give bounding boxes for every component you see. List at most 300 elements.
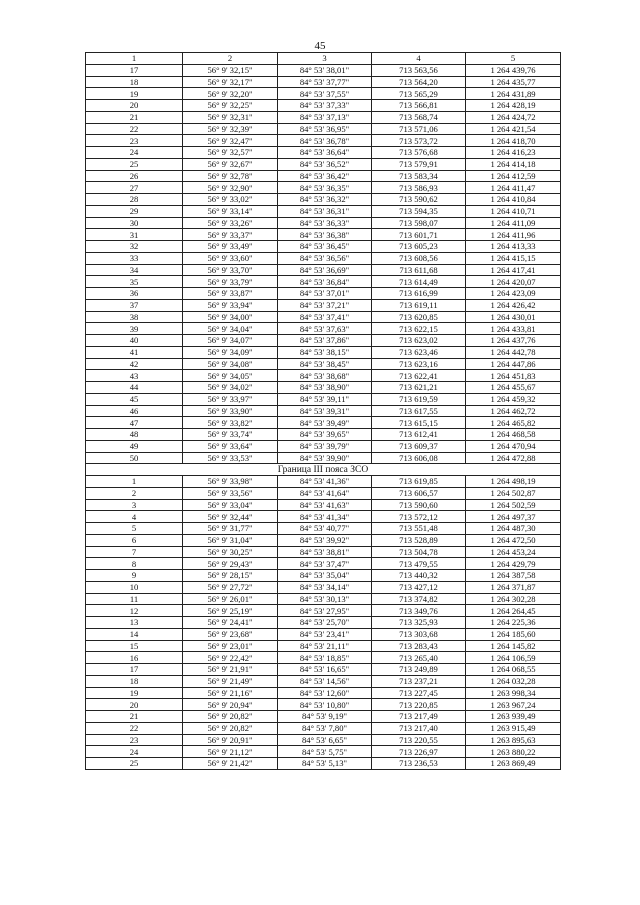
longitude-cell: 84° 53' 6,65" <box>278 734 372 746</box>
point-number-cell: 14 <box>86 628 183 640</box>
point-number-cell: 4 <box>86 511 183 523</box>
longitude-cell: 84° 53' 25,70" <box>278 617 372 629</box>
coord-x-cell: 713 606,08 <box>372 452 466 464</box>
coord-x-cell: 713 303,68 <box>372 628 466 640</box>
latitude-cell: 56° 9' 25,19" <box>183 605 278 617</box>
coord-x-cell: 713 623,46 <box>372 346 466 358</box>
point-number-cell: 25 <box>86 758 183 770</box>
point-number-cell: 1 <box>86 476 183 488</box>
coord-y-cell: 1 263 939,49 <box>466 711 561 723</box>
longitude-cell: 84° 53' 37,63" <box>278 323 372 335</box>
latitude-cell: 56° 9' 32,90" <box>183 182 278 194</box>
coord-y-cell: 1 264 487,30 <box>466 523 561 535</box>
point-number-cell: 8 <box>86 558 183 570</box>
coord-y-cell: 1 264 470,94 <box>466 440 561 452</box>
latitude-cell: 56° 9' 21,16" <box>183 687 278 699</box>
point-number-cell: 20 <box>86 100 183 112</box>
point-number-cell: 48 <box>86 429 183 441</box>
section-title: Граница III пояса ЗСО <box>86 464 561 476</box>
longitude-cell: 84° 53' 7,80" <box>278 722 372 734</box>
latitude-cell: 56° 9' 33,04" <box>183 499 278 511</box>
latitude-cell: 56° 9' 34,04" <box>183 323 278 335</box>
table-row <box>86 546 561 558</box>
table-row <box>86 523 561 535</box>
longitude-cell: 84° 53' 39,49" <box>278 417 372 429</box>
longitude-cell: 84° 53' 37,86" <box>278 335 372 347</box>
coord-y-cell: 1 264 421,54 <box>466 123 561 135</box>
longitude-cell: 84° 53' 41,36" <box>278 476 372 488</box>
table-row <box>86 370 561 382</box>
latitude-cell: 56° 9' 20,94" <box>183 699 278 711</box>
latitude-cell: 56° 9' 33,94" <box>183 299 278 311</box>
latitude-cell: 56° 9' 34,00" <box>183 311 278 323</box>
latitude-cell: 56° 9' 33,53" <box>183 452 278 464</box>
latitude-cell: 56° 9' 34,08" <box>183 358 278 370</box>
latitude-cell: 56° 9' 33,82" <box>183 417 278 429</box>
table-row <box>86 534 561 546</box>
longitude-cell: 84° 53' 21,11" <box>278 640 372 652</box>
longitude-cell: 84° 53' 36,64" <box>278 147 372 159</box>
coord-y-cell: 1 264 428,19 <box>466 100 561 112</box>
latitude-cell: 56° 9' 33,49" <box>183 241 278 253</box>
coord-y-cell: 1 264 437,76 <box>466 335 561 347</box>
latitude-cell: 56° 9' 33,79" <box>183 276 278 288</box>
longitude-cell: 84° 53' 36,33" <box>278 217 372 229</box>
coord-x-cell: 713 611,68 <box>372 264 466 276</box>
coord-x-cell: 713 623,16 <box>372 358 466 370</box>
longitude-cell: 84° 53' 39,92" <box>278 534 372 546</box>
table-row <box>86 722 561 734</box>
point-number-cell: 13 <box>86 617 183 629</box>
coordinates-table-body <box>86 53 561 770</box>
latitude-cell: 56° 9' 24,41" <box>183 617 278 629</box>
coord-x-cell: 713 563,56 <box>372 64 466 76</box>
table-row <box>86 252 561 264</box>
table-row <box>86 205 561 217</box>
coord-y-cell: 1 264 420,07 <box>466 276 561 288</box>
table-row <box>86 346 561 358</box>
point-number-cell: 19 <box>86 687 183 699</box>
latitude-cell: 56° 9' 33,60" <box>183 252 278 264</box>
coord-x-cell: 713 217,40 <box>372 722 466 734</box>
coord-x-cell: 713 568,74 <box>372 111 466 123</box>
coord-y-cell: 1 263 998,34 <box>466 687 561 699</box>
latitude-cell: 56° 9' 33,56" <box>183 487 278 499</box>
point-number-cell: 27 <box>86 182 183 194</box>
coord-y-cell: 1 264 453,24 <box>466 546 561 558</box>
longitude-cell: 84° 53' 40,77" <box>278 523 372 535</box>
coord-y-cell: 1 264 387,58 <box>466 570 561 582</box>
table-row <box>86 264 561 276</box>
coord-x-cell: 713 571,06 <box>372 123 466 135</box>
latitude-cell: 56° 9' 33,26" <box>183 217 278 229</box>
longitude-cell: 84° 53' 39,65" <box>278 429 372 441</box>
latitude-cell: 56° 9' 28,15" <box>183 570 278 582</box>
coord-x-cell: 713 598,07 <box>372 217 466 229</box>
table-row <box>86 593 561 605</box>
coord-x-cell: 713 576,68 <box>372 147 466 159</box>
coord-y-cell: 1 264 429,79 <box>466 558 561 570</box>
longitude-cell: 84° 53' 37,13" <box>278 111 372 123</box>
table-row <box>86 734 561 746</box>
longitude-cell: 84° 53' 36,45" <box>278 241 372 253</box>
coord-y-cell: 1 264 424,72 <box>466 111 561 123</box>
point-number-cell: 22 <box>86 722 183 734</box>
table-row <box>86 382 561 394</box>
longitude-cell: 84° 53' 14,56" <box>278 675 372 687</box>
coord-x-cell: 713 528,89 <box>372 534 466 546</box>
table-row <box>86 405 561 417</box>
longitude-cell: 84° 53' 39,31" <box>278 405 372 417</box>
point-number-cell: 18 <box>86 675 183 687</box>
point-number-cell: 18 <box>86 76 183 88</box>
coord-x-cell: 713 615,15 <box>372 417 466 429</box>
latitude-cell: 56° 9' 23,01" <box>183 640 278 652</box>
latitude-cell: 56° 9' 27,72" <box>183 581 278 593</box>
latitude-cell: 56° 9' 20,91" <box>183 734 278 746</box>
coord-x-cell: 713 590,60 <box>372 499 466 511</box>
coord-y-cell: 1 264 417,41 <box>466 264 561 276</box>
coord-x-cell: 713 622,41 <box>372 370 466 382</box>
latitude-cell: 56° 9' 31,77" <box>183 523 278 535</box>
point-number-cell: 28 <box>86 194 183 206</box>
coord-y-cell: 1 264 106,59 <box>466 652 561 664</box>
coord-y-cell: 1 264 462,72 <box>466 405 561 417</box>
latitude-cell: 56° 9' 32,15" <box>183 64 278 76</box>
coord-y-cell: 1 264 415,15 <box>466 252 561 264</box>
coord-y-cell: 1 264 431,89 <box>466 88 561 100</box>
table-row <box>86 358 561 370</box>
coordinates-table <box>85 52 561 770</box>
table-row <box>86 628 561 640</box>
point-number-cell: 32 <box>86 241 183 253</box>
table-row <box>86 135 561 147</box>
point-number-cell: 21 <box>86 711 183 723</box>
coord-y-cell: 1 264 455,67 <box>466 382 561 394</box>
coord-y-cell: 1 263 895,63 <box>466 734 561 746</box>
coord-x-cell: 713 609,37 <box>372 440 466 452</box>
coord-x-cell: 713 619,85 <box>372 476 466 488</box>
coord-y-cell: 1 264 032,28 <box>466 675 561 687</box>
latitude-cell: 56° 9' 32,47" <box>183 135 278 147</box>
longitude-cell: 84° 53' 41,63" <box>278 499 372 511</box>
coord-x-cell: 713 349,76 <box>372 605 466 617</box>
longitude-cell: 84° 53' 16,65" <box>278 664 372 676</box>
longitude-cell: 84° 53' 39,11" <box>278 393 372 405</box>
point-number-cell: 10 <box>86 581 183 593</box>
coord-y-cell: 1 264 433,81 <box>466 323 561 335</box>
table-row <box>86 711 561 723</box>
point-number-cell: 31 <box>86 229 183 241</box>
coord-y-cell: 1 263 967,24 <box>466 699 561 711</box>
latitude-cell: 56° 9' 32,31" <box>183 111 278 123</box>
coord-x-cell: 713 620,85 <box>372 311 466 323</box>
table-header-row <box>86 53 561 65</box>
coord-x-cell: 713 573,72 <box>372 135 466 147</box>
point-number-cell: 29 <box>86 205 183 217</box>
table-row <box>86 100 561 112</box>
table-row <box>86 194 561 206</box>
coord-y-cell: 1 264 411,96 <box>466 229 561 241</box>
latitude-cell: 56° 9' 20,82" <box>183 711 278 723</box>
table-row <box>86 393 561 405</box>
latitude-cell: 56° 9' 33,02" <box>183 194 278 206</box>
coord-y-cell: 1 264 416,23 <box>466 147 561 159</box>
longitude-cell: 84° 53' 41,34" <box>278 511 372 523</box>
page-number: 45 <box>314 40 326 52</box>
table-row <box>86 88 561 100</box>
coord-y-cell: 1 264 439,76 <box>466 64 561 76</box>
longitude-cell: 84° 53' 38,81" <box>278 546 372 558</box>
coord-y-cell: 1 264 264,45 <box>466 605 561 617</box>
point-number-cell: 42 <box>86 358 183 370</box>
point-number-cell: 22 <box>86 123 183 135</box>
table-row <box>86 499 561 511</box>
point-number-cell: 39 <box>86 323 183 335</box>
latitude-cell: 56° 9' 33,97" <box>183 393 278 405</box>
longitude-cell: 84° 53' 39,90" <box>278 452 372 464</box>
coord-x-cell: 713 605,23 <box>372 241 466 253</box>
latitude-cell: 56° 9' 32,78" <box>183 170 278 182</box>
point-number-cell: 17 <box>86 664 183 676</box>
coord-y-cell: 1 263 915,49 <box>466 722 561 734</box>
latitude-cell: 56° 9' 33,14" <box>183 205 278 217</box>
coord-x-cell: 713 622,15 <box>372 323 466 335</box>
coord-x-cell: 713 479,55 <box>372 558 466 570</box>
coord-x-cell: 713 564,20 <box>372 76 466 88</box>
point-number-cell: 17 <box>86 64 183 76</box>
point-number-cell: 24 <box>86 746 183 758</box>
coord-y-cell: 1 264 472,88 <box>466 452 561 464</box>
coord-y-cell: 1 264 502,87 <box>466 487 561 499</box>
point-number-cell: 26 <box>86 170 183 182</box>
longitude-cell: 84° 53' 37,21" <box>278 299 372 311</box>
latitude-cell: 56° 9' 33,90" <box>183 405 278 417</box>
coord-y-cell: 1 264 414,18 <box>466 158 561 170</box>
coord-x-cell: 713 283,43 <box>372 640 466 652</box>
longitude-cell: 84° 53' 36,31" <box>278 205 372 217</box>
coord-x-cell: 713 265,40 <box>372 652 466 664</box>
coord-y-cell: 1 264 185,60 <box>466 628 561 640</box>
latitude-cell: 56° 9' 32,44" <box>183 511 278 523</box>
longitude-cell: 84° 53' 37,01" <box>278 288 372 300</box>
table-row <box>86 558 561 570</box>
coord-x-cell: 713 586,93 <box>372 182 466 194</box>
longitude-cell: 84° 53' 38,68" <box>278 370 372 382</box>
point-number-cell: 24 <box>86 147 183 159</box>
table-row <box>86 229 561 241</box>
coord-y-cell: 1 264 435,77 <box>466 76 561 88</box>
latitude-cell: 56° 9' 21,49" <box>183 675 278 687</box>
table-row <box>86 417 561 429</box>
longitude-cell: 84° 53' 38,15" <box>278 346 372 358</box>
coord-y-cell: 1 264 423,09 <box>466 288 561 300</box>
coord-y-cell: 1 264 430,01 <box>466 311 561 323</box>
coord-y-cell: 1 264 371,87 <box>466 581 561 593</box>
latitude-cell: 56° 9' 32,39" <box>183 123 278 135</box>
latitude-cell: 56° 9' 30,25" <box>183 546 278 558</box>
point-number-cell: 38 <box>86 311 183 323</box>
table-row <box>86 476 561 488</box>
latitude-cell: 56° 9' 33,37" <box>183 229 278 241</box>
latitude-cell: 56° 9' 33,87" <box>183 288 278 300</box>
column-header-4: 4 <box>372 53 466 65</box>
coord-y-cell: 1 264 411,47 <box>466 182 561 194</box>
coord-y-cell: 1 264 145,82 <box>466 640 561 652</box>
longitude-cell: 84° 53' 36,78" <box>278 135 372 147</box>
table-row <box>86 76 561 88</box>
coord-y-cell: 1 263 869,49 <box>466 758 561 770</box>
longitude-cell: 84° 53' 10,80" <box>278 699 372 711</box>
point-number-cell: 6 <box>86 534 183 546</box>
point-number-cell: 50 <box>86 452 183 464</box>
coord-y-cell: 1 264 459,32 <box>466 393 561 405</box>
coord-x-cell: 713 617,55 <box>372 405 466 417</box>
point-number-cell: 15 <box>86 640 183 652</box>
coord-y-cell: 1 264 412,59 <box>466 170 561 182</box>
longitude-cell: 84° 53' 37,41" <box>278 311 372 323</box>
table-row <box>86 652 561 664</box>
latitude-cell: 56° 9' 26,01" <box>183 593 278 605</box>
table-row <box>86 64 561 76</box>
table-row <box>86 605 561 617</box>
longitude-cell: 84° 53' 37,55" <box>278 88 372 100</box>
table-row <box>86 699 561 711</box>
latitude-cell: 56° 9' 33,70" <box>183 264 278 276</box>
table-row <box>86 687 561 699</box>
coord-y-cell: 1 264 497,37 <box>466 511 561 523</box>
table-row <box>86 487 561 499</box>
table-row <box>86 182 561 194</box>
latitude-cell: 56° 9' 34,09" <box>183 346 278 358</box>
longitude-cell: 84° 53' 36,42" <box>278 170 372 182</box>
coord-x-cell: 713 565,29 <box>372 88 466 100</box>
point-number-cell: 2 <box>86 487 183 499</box>
coord-y-cell: 1 264 410,71 <box>466 205 561 217</box>
coord-x-cell: 713 590,62 <box>372 194 466 206</box>
coord-x-cell: 713 621,21 <box>372 382 466 394</box>
coord-y-cell: 1 264 502,59 <box>466 499 561 511</box>
table-row <box>86 123 561 135</box>
coord-x-cell: 713 227,45 <box>372 687 466 699</box>
latitude-cell: 56° 9' 33,64" <box>183 440 278 452</box>
point-number-cell: 41 <box>86 346 183 358</box>
point-number-cell: 34 <box>86 264 183 276</box>
point-number-cell: 3 <box>86 499 183 511</box>
longitude-cell: 84° 53' 37,33" <box>278 100 372 112</box>
table-row <box>86 429 561 441</box>
point-number-cell: 5 <box>86 523 183 535</box>
coord-y-cell: 1 264 411,09 <box>466 217 561 229</box>
table-row <box>86 664 561 676</box>
coord-y-cell: 1 264 302,28 <box>466 593 561 605</box>
coord-y-cell: 1 264 465,82 <box>466 417 561 429</box>
latitude-cell: 56° 9' 32,67" <box>183 158 278 170</box>
table-row <box>86 217 561 229</box>
table-row <box>86 746 561 758</box>
longitude-cell: 84° 53' 36,84" <box>278 276 372 288</box>
point-number-cell: 21 <box>86 111 183 123</box>
longitude-cell: 84° 53' 12,60" <box>278 687 372 699</box>
coord-x-cell: 713 249,89 <box>372 664 466 676</box>
longitude-cell: 84° 53' 34,14" <box>278 581 372 593</box>
point-number-cell: 23 <box>86 135 183 147</box>
coord-y-cell: 1 264 068,55 <box>466 664 561 676</box>
point-number-cell: 30 <box>86 217 183 229</box>
table-row <box>86 311 561 323</box>
point-number-cell: 47 <box>86 417 183 429</box>
column-header-3: 3 <box>278 53 372 65</box>
table-row <box>86 299 561 311</box>
coord-x-cell: 713 594,35 <box>372 205 466 217</box>
latitude-cell: 56° 9' 32,57" <box>183 147 278 159</box>
coord-x-cell: 713 612,41 <box>372 429 466 441</box>
coord-y-cell: 1 264 426,42 <box>466 299 561 311</box>
coord-x-cell: 713 226,97 <box>372 746 466 758</box>
longitude-cell: 84° 53' 38,45" <box>278 358 372 370</box>
coord-x-cell: 713 579,91 <box>372 158 466 170</box>
point-number-cell: 33 <box>86 252 183 264</box>
coord-x-cell: 713 440,32 <box>372 570 466 582</box>
longitude-cell: 84° 53' 36,56" <box>278 252 372 264</box>
latitude-cell: 56° 9' 21,91" <box>183 664 278 676</box>
table-row <box>86 617 561 629</box>
coord-y-cell: 1 264 410,84 <box>466 194 561 206</box>
table-row <box>86 570 561 582</box>
longitude-cell: 84° 53' 27,95" <box>278 605 372 617</box>
coord-x-cell: 713 220,55 <box>372 734 466 746</box>
point-number-cell: 16 <box>86 652 183 664</box>
longitude-cell: 84° 53' 36,69" <box>278 264 372 276</box>
coord-y-cell: 1 264 413,33 <box>466 241 561 253</box>
table-row <box>86 241 561 253</box>
table-row <box>86 323 561 335</box>
longitude-cell: 84° 53' 9,19" <box>278 711 372 723</box>
coord-x-cell: 713 619,11 <box>372 299 466 311</box>
table-row <box>86 147 561 159</box>
coord-y-cell: 1 264 498,19 <box>466 476 561 488</box>
longitude-cell: 84° 53' 30,13" <box>278 593 372 605</box>
table-row <box>86 581 561 593</box>
section-row <box>86 464 561 476</box>
coord-y-cell: 1 264 442,78 <box>466 346 561 358</box>
latitude-cell: 56° 9' 33,98" <box>183 476 278 488</box>
column-header-2: 2 <box>183 53 278 65</box>
latitude-cell: 56° 9' 21,12" <box>183 746 278 758</box>
point-number-cell: 36 <box>86 288 183 300</box>
point-number-cell: 40 <box>86 335 183 347</box>
coord-x-cell: 713 606,57 <box>372 487 466 499</box>
latitude-cell: 56° 9' 21,42" <box>183 758 278 770</box>
table-row <box>86 640 561 652</box>
longitude-cell: 84° 53' 41,64" <box>278 487 372 499</box>
longitude-cell: 84° 53' 38,01" <box>278 64 372 76</box>
coord-x-cell: 713 374,82 <box>372 593 466 605</box>
table-row <box>86 335 561 347</box>
coord-x-cell: 713 551,48 <box>372 523 466 535</box>
coord-y-cell: 1 263 880,22 <box>466 746 561 758</box>
point-number-cell: 11 <box>86 593 183 605</box>
longitude-cell: 84° 53' 35,04" <box>278 570 372 582</box>
point-number-cell: 20 <box>86 699 183 711</box>
coord-y-cell: 1 264 225,36 <box>466 617 561 629</box>
point-number-cell: 45 <box>86 393 183 405</box>
coord-x-cell: 713 220,85 <box>372 699 466 711</box>
table-row <box>86 440 561 452</box>
point-number-cell: 12 <box>86 605 183 617</box>
table-row <box>86 111 561 123</box>
latitude-cell: 56° 9' 23,68" <box>183 628 278 640</box>
